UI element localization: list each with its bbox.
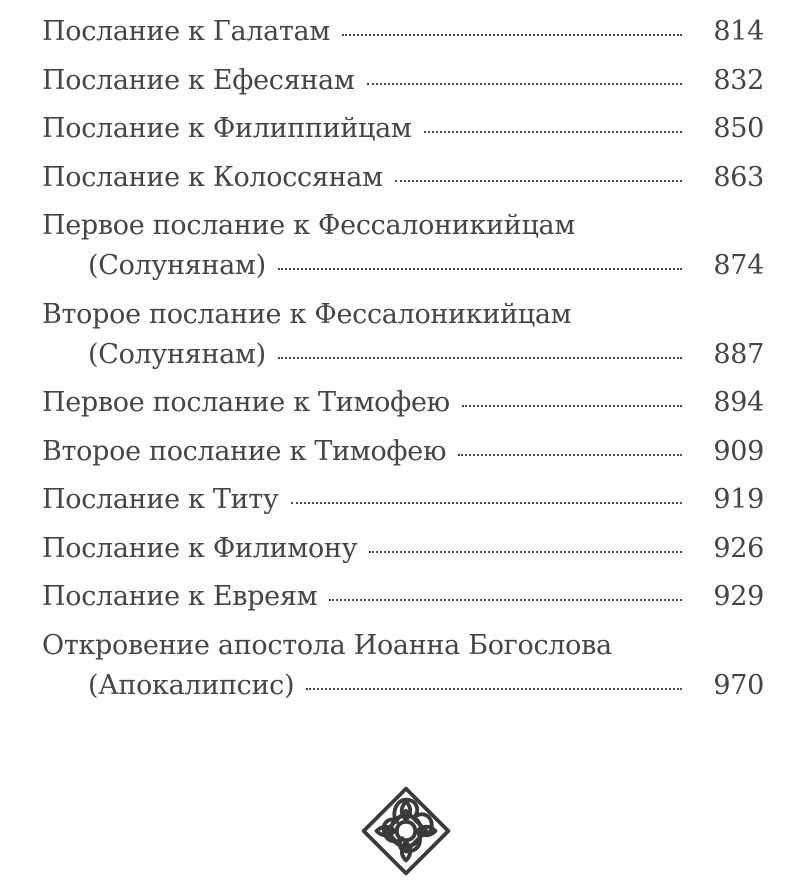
toc-entry-galatians[interactable] xyxy=(42,12,764,52)
toc-entry-titus[interactable] xyxy=(42,480,764,520)
dot-leader xyxy=(306,687,682,690)
toc-entry-page: 850 xyxy=(713,113,764,144)
toc-entry-1-timothy[interactable] xyxy=(42,383,764,423)
toc-entry-title: Первое послание к Тимофею xyxy=(42,387,450,418)
toc-entry-title: Послание к Колоссянам xyxy=(42,161,383,193)
toc-entry-title: Послание к Титу xyxy=(42,484,279,515)
dot-leader xyxy=(367,82,682,85)
dot-leader xyxy=(369,550,682,553)
toc-entry-colossians[interactable] xyxy=(42,158,764,198)
toc-entry-title: Послание к Филиппийцам xyxy=(42,113,412,144)
toc-entry-continuation: (Апокалипсис) xyxy=(88,669,295,701)
toc-entry-hebrews[interactable] xyxy=(42,577,764,617)
dot-leader xyxy=(462,404,682,407)
dot-leader xyxy=(395,179,682,182)
dot-leader xyxy=(342,33,682,36)
toc-entry-title: Послание к Филимону xyxy=(42,532,358,564)
toc-entry-title: Послание к Галатам xyxy=(42,16,331,47)
toc-entry-page: 926 xyxy=(713,532,764,564)
toc-entry-title: Первое послание к Фессалоникийцам xyxy=(42,210,576,241)
toc-entry-ephesians[interactable] xyxy=(42,61,764,101)
dot-leader xyxy=(291,501,682,504)
toc-entry-page: 832 xyxy=(713,64,764,96)
toc-entry-title: Второе послание к Тимофею xyxy=(42,435,447,467)
toc-entry-title: Послание к Евреям xyxy=(42,581,318,612)
toc-entry-page: 874 xyxy=(713,250,764,281)
toc-entry-continuation: (Солунянам) xyxy=(88,338,266,370)
toc-entry-page: 814 xyxy=(713,16,764,47)
toc-entry-page: 970 xyxy=(713,669,764,701)
dot-leader xyxy=(278,267,682,270)
toc-entry-page: 909 xyxy=(713,435,764,467)
table-of-contents xyxy=(42,12,764,714)
toc-entry-philemon[interactable] xyxy=(42,529,764,569)
toc-entry-page: 887 xyxy=(713,338,764,370)
toc-entry-continuation: (Солунянам) xyxy=(88,250,266,281)
celtic-knot-icon xyxy=(360,785,452,877)
dot-leader xyxy=(278,356,682,359)
toc-entry-1-thessalonians[interactable] xyxy=(42,206,764,286)
toc-entry-philippians[interactable] xyxy=(42,109,764,149)
dot-leader xyxy=(424,130,682,133)
dot-leader xyxy=(458,453,682,456)
dot-leader xyxy=(329,598,682,601)
toc-entry-page: 929 xyxy=(713,581,764,612)
toc-entry-title: Послание к Ефесянам xyxy=(42,64,355,96)
toc-entry-2-timothy[interactable] xyxy=(42,432,764,472)
toc-entry-page: 919 xyxy=(713,484,764,515)
toc-entry-2-thessalonians[interactable] xyxy=(42,295,764,375)
toc-entry-page: 863 xyxy=(713,161,764,193)
toc-entry-revelation[interactable] xyxy=(42,626,764,706)
toc-entry-title: Второе послание к Фессалоникийцам xyxy=(42,298,572,330)
toc-entry-page: 894 xyxy=(713,387,764,418)
toc-entry-title: Откровение апостола Иоанна Богослова xyxy=(42,629,612,661)
